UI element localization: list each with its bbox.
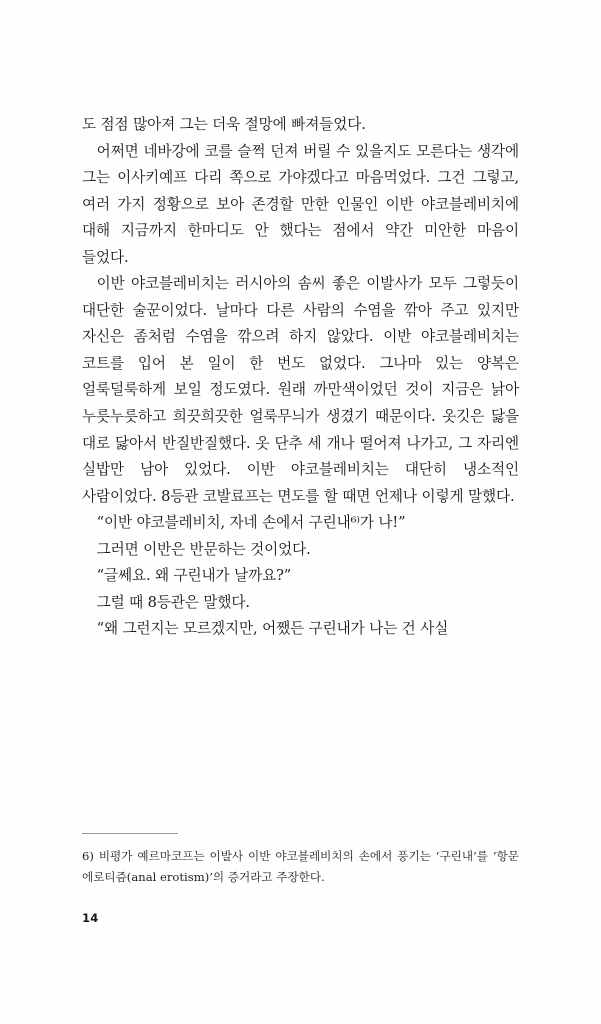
dialogue-line: “왜 그런지는 모르겠지만, 어쨌든 구린내가 나는 건 사실 bbox=[96, 620, 449, 638]
dialogue-line: “이반 야코블레비치, 자네 손에서 구린내⁶⁾가 나!” bbox=[96, 514, 406, 532]
page-body-text bbox=[82, 112, 519, 643]
paragraph: 어쩌면 네바강에 코를 슬쩍 던져 버릴 수 있을지도 모른다는 생각에 그는 이사키예프 다리 쪽으로 가야겠다고 마음먹었다. 그건 그렇고, 여러 가지 정황으로 보아 존경할 만한 인물인 이반 야코블레비치에 대해 지금까지 한마디도 안 했다는 점에서 약간 미안한 마음이 들었다. bbox=[82, 142, 519, 266]
footnote-divider bbox=[82, 833, 178, 834]
page-number: 14 bbox=[82, 911, 99, 925]
paragraph: 도 점점 많아져 그는 더욱 절망에 빠져들었다. bbox=[82, 116, 366, 133]
dialogue-line: “글쎄요. 왜 구린내가 날까요?” bbox=[96, 567, 292, 585]
paragraph: 그럴 때 8등관은 말했다. bbox=[96, 593, 250, 611]
footnote-item: 6) 비평가 예르마코프는 이발사 이반 야코블레비치의 손에서 풍기는 ‘구린내’를 ‘항문 에로티즘(anal erotism)’의 증거라고 주장한다. bbox=[82, 849, 519, 884]
paragraph: 이반 야코블레비치는 러시아의 솜씨 좋은 이발사가 모두 그렇듯이 대단한 술꾼이었다. 날마다 다른 사람의 수염을 깎아 주고 있지만 자신은 좀처럼 수염을 깎으려 하지 않았다. 이반 야코블레비치는 코트를 입어 본 일이 한 번도 없었다. 그나마 있는 양복은 얼룩덜룩하게 보일 정도였다. 원래 까만색이었던 것이 지금은 낡아 누릇누릇하고 희끗희끗한 얼룩무늬가 생겼기 때문이다. 옷깃은 닳을 대로 닳아서 반질반질했다. 옷 단추 세 개나 떨어져 나가고, 그 자리엔 실밥만 남아 있었다. 이반 야코블레비치는 대단히 냉소적인 사람이었다. 8등관 코발료프는 면도를 할 때면 언제나 이렇게 말했다. bbox=[82, 275, 519, 505]
footnote-section bbox=[82, 846, 519, 888]
paragraph: 그러면 이반은 반문하는 것이었다. bbox=[96, 540, 311, 558]
